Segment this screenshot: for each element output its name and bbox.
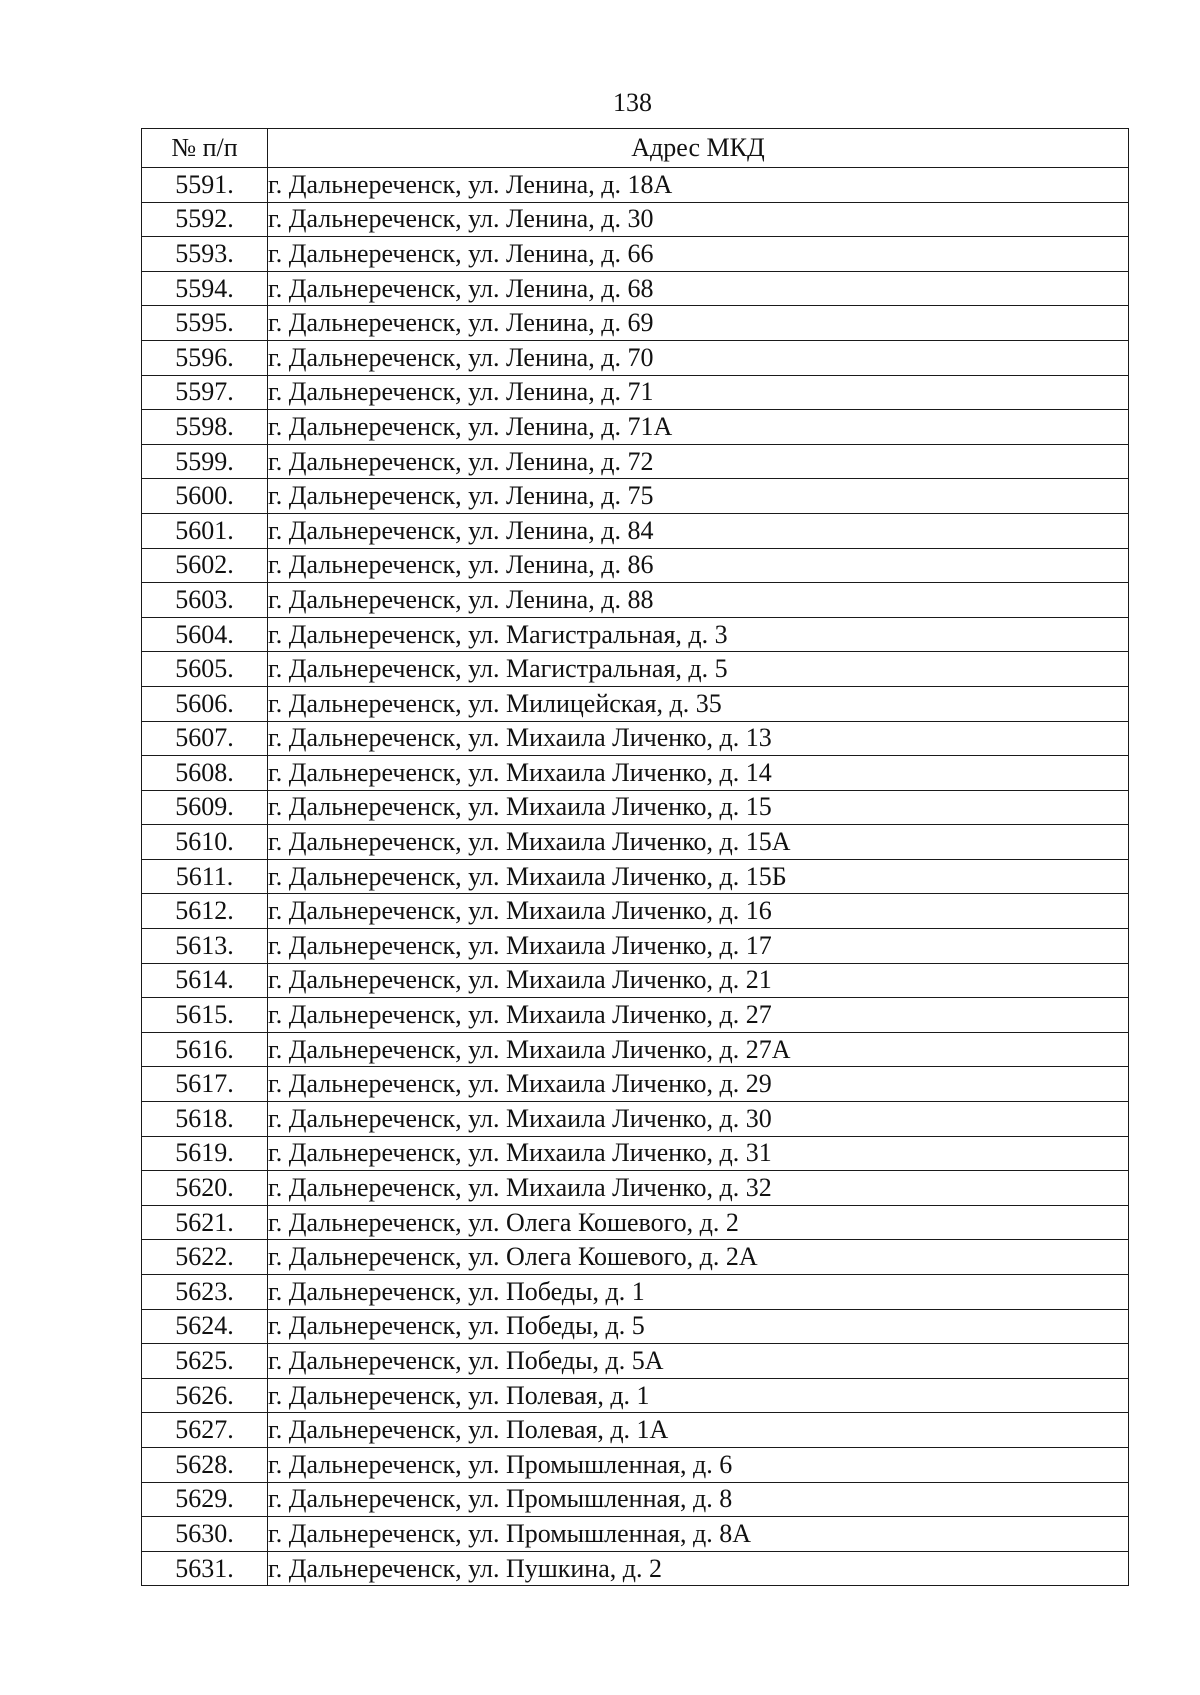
address-table [141, 128, 1129, 1586]
row-address-cell: г. Дальнереченск, ул. Магистральная, д. 5 [268, 652, 1129, 687]
table-row [142, 721, 1129, 756]
row-address-cell: г. Дальнереченск, ул. Магистральная, д. 3 [268, 617, 1129, 652]
table-row [142, 168, 1129, 203]
row-address-cell: г. Дальнереченск, ул. Ленина, д. 18А [268, 168, 1129, 203]
row-number-cell: 5615. [142, 998, 268, 1033]
row-number-cell: 5597. [142, 375, 268, 410]
row-number-cell: 5601. [142, 513, 268, 548]
table-row [142, 652, 1129, 687]
table-row [142, 1205, 1129, 1240]
table-row [142, 1102, 1129, 1137]
table-row [142, 998, 1129, 1033]
row-number-cell: 5614. [142, 963, 268, 998]
row-number-cell: 5621. [142, 1205, 268, 1240]
row-number-cell: 5598. [142, 410, 268, 445]
row-address-cell: г. Дальнереченск, ул. Михаила Личенко, д. 17 [268, 929, 1129, 964]
page-number: 138 [613, 88, 652, 117]
row-number-cell: 5607. [142, 721, 268, 756]
row-number-cell: 5604. [142, 617, 268, 652]
row-address-cell: г. Дальнереченск, ул. Ленина, д. 71 [268, 375, 1129, 410]
row-number-cell: 5622. [142, 1240, 268, 1275]
row-address-cell: г. Дальнереченск, ул. Михаила Личенко, д. 15А [268, 825, 1129, 860]
table-row [142, 583, 1129, 618]
row-number-cell: 5611. [142, 859, 268, 894]
table-row [142, 1344, 1129, 1379]
row-number-cell: 5620. [142, 1171, 268, 1206]
table-row [142, 479, 1129, 514]
row-address-cell: г. Дальнереченск, ул. Михаила Личенко, д. 31 [268, 1136, 1129, 1171]
row-address-cell: г. Дальнереченск, ул. Победы, д. 1 [268, 1275, 1129, 1310]
table-row [142, 1378, 1129, 1413]
table-row [142, 548, 1129, 583]
table-row [142, 894, 1129, 929]
table-row [142, 756, 1129, 791]
table-row [142, 1447, 1129, 1482]
table-row [142, 202, 1129, 237]
row-address-cell: г. Дальнереченск, ул. Ленина, д. 88 [268, 583, 1129, 618]
row-address-cell: г. Дальнереченск, ул. Пушкина, д. 2 [268, 1551, 1129, 1586]
table-row [142, 1275, 1129, 1310]
table-row [142, 1067, 1129, 1102]
table-row [142, 1551, 1129, 1586]
row-number-cell: 5593. [142, 237, 268, 272]
row-address-cell: г. Дальнереченск, ул. Олега Кошевого, д. 2 [268, 1205, 1129, 1240]
row-address-cell: г. Дальнереченск, ул. Промышленная, д. 8 [268, 1482, 1129, 1517]
row-address-cell: г. Дальнереченск, ул. Михаила Личенко, д. 29 [268, 1067, 1129, 1102]
row-number-cell: 5618. [142, 1102, 268, 1137]
table-row [142, 306, 1129, 341]
column-header-address: Адрес МКД [268, 129, 1129, 168]
row-number-cell: 5619. [142, 1136, 268, 1171]
row-number-cell: 5591. [142, 168, 268, 203]
row-number-cell: 5629. [142, 1482, 268, 1517]
table-row [142, 1171, 1129, 1206]
row-number-cell: 5613. [142, 929, 268, 964]
row-number-cell: 5625. [142, 1344, 268, 1379]
row-address-cell: г. Дальнереченск, ул. Победы, д. 5А [268, 1344, 1129, 1379]
table-row [142, 1309, 1129, 1344]
row-number-cell: 5612. [142, 894, 268, 929]
row-address-cell: г. Дальнереченск, ул. Ленина, д. 72 [268, 444, 1129, 479]
row-address-cell: г. Дальнереченск, ул. Ленина, д. 71А [268, 410, 1129, 445]
row-address-cell: г. Дальнереченск, ул. Ленина, д. 30 [268, 202, 1129, 237]
row-number-cell: 5631. [142, 1551, 268, 1586]
row-address-cell: г. Дальнереченск, ул. Михаила Личенко, д. 21 [268, 963, 1129, 998]
row-address-cell: г. Дальнереченск, ул. Промышленная, д. 8А [268, 1517, 1129, 1552]
row-address-cell: г. Дальнереченск, ул. Милицейская, д. 35 [268, 686, 1129, 721]
table-row [142, 686, 1129, 721]
row-address-cell: г. Дальнереченск, ул. Ленина, д. 66 [268, 237, 1129, 272]
row-address-cell: г. Дальнереченск, ул. Полевая, д. 1А [268, 1413, 1129, 1448]
row-number-cell: 5623. [142, 1275, 268, 1310]
row-number-cell: 5603. [142, 583, 268, 618]
row-number-cell: 5605. [142, 652, 268, 687]
row-number-cell: 5616. [142, 1032, 268, 1067]
row-number-cell: 5595. [142, 306, 268, 341]
table-row [142, 1413, 1129, 1448]
table-row [142, 1482, 1129, 1517]
row-number-cell: 5608. [142, 756, 268, 791]
table-row [142, 929, 1129, 964]
table-row [142, 340, 1129, 375]
row-number-cell: 5628. [142, 1447, 268, 1482]
row-address-cell: г. Дальнереченск, ул. Промышленная, д. 6 [268, 1447, 1129, 1482]
row-number-cell: 5600. [142, 479, 268, 514]
table-body [142, 168, 1129, 1586]
row-address-cell: г. Дальнереченск, ул. Ленина, д. 86 [268, 548, 1129, 583]
table-row [142, 271, 1129, 306]
row-number-cell: 5602. [142, 548, 268, 583]
table-header-row [142, 129, 1129, 168]
row-number-cell: 5626. [142, 1378, 268, 1413]
row-address-cell: г. Дальнереченск, ул. Михаила Личенко, д. 16 [268, 894, 1129, 929]
row-number-cell: 5624. [142, 1309, 268, 1344]
column-header-number: № п/п [142, 129, 268, 168]
row-number-cell: 5627. [142, 1413, 268, 1448]
table-row [142, 1136, 1129, 1171]
table-row [142, 513, 1129, 548]
row-number-cell: 5609. [142, 790, 268, 825]
table-row [142, 237, 1129, 272]
row-address-cell: г. Дальнереченск, ул. Ленина, д. 75 [268, 479, 1129, 514]
row-number-cell: 5592. [142, 202, 268, 237]
row-number-cell: 5606. [142, 686, 268, 721]
table-row [142, 375, 1129, 410]
table-row [142, 410, 1129, 445]
row-number-cell: 5596. [142, 340, 268, 375]
row-address-cell: г. Дальнереченск, ул. Полевая, д. 1 [268, 1378, 1129, 1413]
table-header [142, 129, 1129, 168]
row-number-cell: 5630. [142, 1517, 268, 1552]
row-address-cell: г. Дальнереченск, ул. Победы, д. 5 [268, 1309, 1129, 1344]
table-row [142, 859, 1129, 894]
row-address-cell: г. Дальнереченск, ул. Михаила Личенко, д. 13 [268, 721, 1129, 756]
row-number-cell: 5610. [142, 825, 268, 860]
row-address-cell: г. Дальнереченск, ул. Михаила Личенко, д. 27 [268, 998, 1129, 1033]
row-address-cell: г. Дальнереченск, ул. Ленина, д. 84 [268, 513, 1129, 548]
table-row [142, 825, 1129, 860]
row-address-cell: г. Дальнереченск, ул. Михаила Личенко, д. 30 [268, 1102, 1129, 1137]
table-row [142, 444, 1129, 479]
row-address-cell: г. Дальнереченск, ул. Михаила Личенко, д. 27А [268, 1032, 1129, 1067]
table-row [142, 963, 1129, 998]
row-address-cell: г. Дальнереченск, ул. Олега Кошевого, д. 2А [268, 1240, 1129, 1275]
table-row [142, 1517, 1129, 1552]
row-address-cell: г. Дальнереченск, ул. Ленина, д. 68 [268, 271, 1129, 306]
row-address-cell: г. Дальнереченск, ул. Ленина, д. 69 [268, 306, 1129, 341]
row-address-cell: г. Дальнереченск, ул. Михаила Личенко, д. 14 [268, 756, 1129, 791]
row-number-cell: 5599. [142, 444, 268, 479]
row-address-cell: г. Дальнереченск, ул. Михаила Личенко, д. 15 [268, 790, 1129, 825]
table-row [142, 617, 1129, 652]
row-address-cell: г. Дальнереченск, ул. Михаила Личенко, д. 32 [268, 1171, 1129, 1206]
table-row [142, 790, 1129, 825]
row-address-cell: г. Дальнереченск, ул. Михаила Личенко, д. 15Б [268, 859, 1129, 894]
row-number-cell: 5617. [142, 1067, 268, 1102]
row-address-cell: г. Дальнереченск, ул. Ленина, д. 70 [268, 340, 1129, 375]
row-number-cell: 5594. [142, 271, 268, 306]
table-row [142, 1240, 1129, 1275]
table-row [142, 1032, 1129, 1067]
